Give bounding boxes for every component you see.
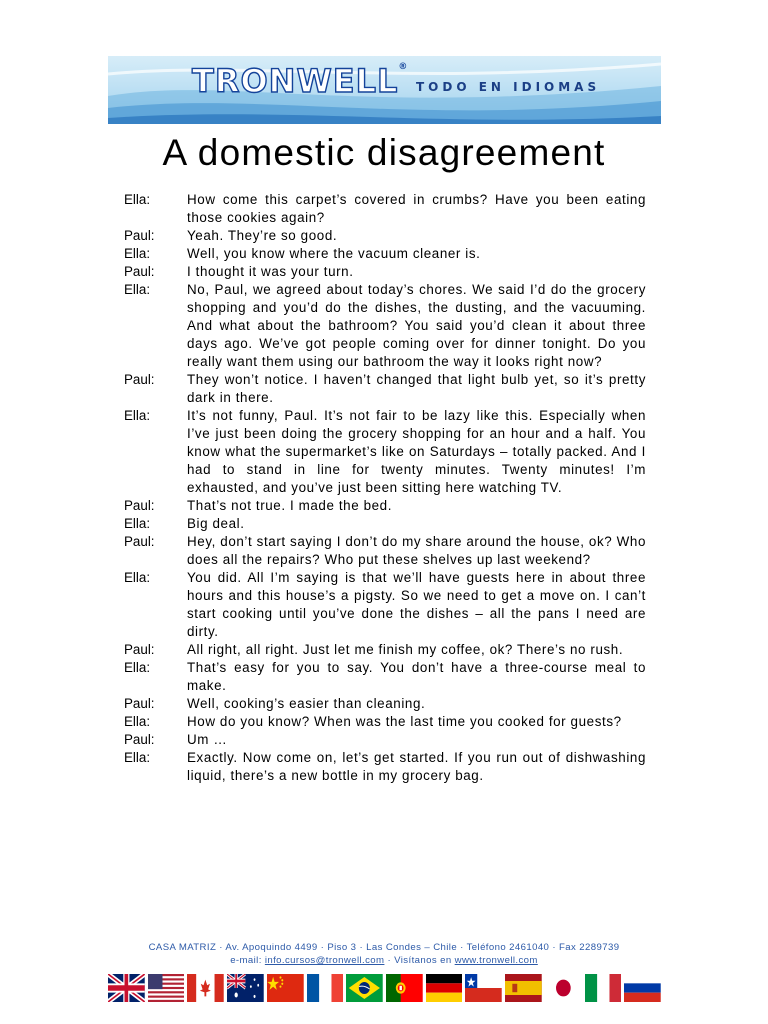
- flag-canada-icon: [187, 974, 224, 1002]
- speaker-label: Paul:: [124, 372, 155, 387]
- dialogue-line: [124, 371, 646, 407]
- speaker-label: Paul:: [124, 732, 155, 747]
- flag-brazil-icon: [346, 974, 383, 1002]
- speaker-label: Paul:: [124, 228, 155, 243]
- dialogue-line: [124, 281, 646, 371]
- flag-germany-icon: [426, 974, 463, 1002]
- dialogue-text: Well, cooking’s easier than cleaning.: [187, 696, 426, 711]
- speaker-label: Ella:: [124, 192, 151, 207]
- flag-italy-icon: [585, 974, 622, 1002]
- speaker-label: Ella:: [124, 408, 151, 423]
- dialogue-line: [124, 731, 646, 749]
- email-link[interactable]: info.cursos@tronwell.com: [264, 955, 385, 966]
- footer-address: CASA MATRIZ · Av. Apoquindo 4499 · Piso 3 · Las Condes – Chile · Teléfono 2461040 · Fax 2289739: [148, 942, 620, 953]
- dialogue-text: Um …: [187, 732, 228, 747]
- dialogue-text: That’s not true. I made the bed.: [187, 498, 393, 513]
- speaker-label: Paul:: [124, 264, 155, 279]
- dialogue-line: [124, 497, 646, 515]
- dialogue-text: They won’t notice. I haven’t changed that light bulb yet, so it’s pretty dark in there.: [187, 372, 646, 405]
- dialogue-text: It’s not funny, Paul. It’s not fair to be lazy like this. Especially when I’ve just been doing the grocery shopping for an hour and a half. You know what the supermarket’s like on Saturdays – totally packed. And I had to stand in line for twenty minutes. Twenty minutes! I’m exhausted, and you’ve just been sitting here watching TV.: [187, 408, 646, 495]
- dialogue-line: [124, 713, 646, 731]
- dialogue-text: No, Paul, we agreed about today’s chores. We said I’d do the grocery shopping and you’d do the dishes, the dusting, and the vacuuming. And what about the bathroom? You said you’d clean it about three days ago. We’ve got people coming over for dinner tonight. Do you really want them using our bathroom the way it looks right now?: [187, 282, 646, 369]
- flag-portugal-icon: [386, 974, 423, 1002]
- dialogue-text: Exactly. Now come on, let’s get started. If you run out of dishwashing liquid, there’s a new bottle in my grocery bag.: [187, 750, 646, 783]
- brand-tagline: TODO EN IDIOMAS: [416, 80, 601, 94]
- dialogue-line: [124, 263, 646, 281]
- footer-links: e-mail: info.cursos@tronwell.com · Visítanos en www.tronwell.com: [230, 955, 538, 966]
- header-banner: [108, 56, 661, 124]
- speaker-label: Paul:: [124, 534, 155, 549]
- dialogue-text: That’s easy for you to say. You don’t have a three-course meal to make.: [187, 660, 646, 693]
- dialogue-line: [124, 533, 646, 569]
- speaker-label: Paul:: [124, 696, 155, 711]
- footer-contact: [0, 941, 768, 967]
- speaker-label: Ella:: [124, 714, 151, 729]
- dialogue-text: All right, all right. Just let me finish my coffee, ok? There’s no rush.: [187, 642, 624, 657]
- flag-russia-icon: [624, 974, 661, 1002]
- dialogue-text: I thought it was your turn.: [187, 264, 354, 279]
- dialogue-text: How do you know? When was the last time you cooked for guests?: [187, 714, 622, 729]
- speaker-label: Ella:: [124, 660, 151, 675]
- speaker-label: Ella:: [124, 750, 151, 765]
- speaker-label: Paul:: [124, 642, 155, 657]
- speaker-label: Ella:: [124, 570, 151, 585]
- document-title: A domestic disagreement: [162, 132, 606, 173]
- dialogue-text: How come this carpet’s covered in crumbs? Have you been eating those cookies again?: [187, 192, 646, 225]
- dialogue-text: You did. All I’m saying is that we’ll have guests here in about three hours and this house’s a pigsty. So we need to get a move on. I can’t start cooking until you’ve done the dishes – all the pans I need are dirty.: [187, 570, 646, 639]
- flag-chile-icon: [465, 974, 502, 1002]
- dialogue-text: Well, you know where the vacuum cleaner is.: [187, 246, 481, 261]
- dialogue-line: [124, 407, 646, 497]
- dialogue-line: [124, 695, 646, 713]
- website-link[interactable]: www.tronwell.com: [454, 955, 538, 966]
- speaker-label: Ella:: [124, 282, 151, 297]
- flag-australia-icon: [227, 974, 264, 1002]
- flag-spain-icon: [505, 974, 542, 1002]
- dialogue-line: [124, 749, 646, 785]
- dialogue-line: [124, 515, 646, 533]
- flag-strip: [108, 974, 661, 1002]
- dialogue-line: [124, 659, 646, 695]
- dialogue-line: [124, 569, 646, 641]
- brand-logo: TRONWELL®: [192, 62, 409, 100]
- dialogue-list: [124, 191, 646, 785]
- flag-united-states-icon: [148, 974, 185, 1002]
- speaker-label: Paul:: [124, 498, 155, 513]
- flag-united-kingdom-icon: [108, 974, 145, 1002]
- dialogue-text: Yeah. They’re so good.: [187, 228, 338, 243]
- dialogue-line: [124, 245, 646, 263]
- dialogue-text: Hey, don’t start saying I don’t do my share around the house, ok? Who does all the repairs? Who put these shelves up last weekend?: [187, 534, 646, 567]
- flag-china-icon: [267, 974, 304, 1002]
- speaker-label: Ella:: [124, 246, 151, 261]
- dialogue-line: [124, 191, 646, 227]
- flag-japan-icon: [545, 974, 582, 1002]
- flag-france-icon: [307, 974, 344, 1002]
- dialogue-line: [124, 641, 646, 659]
- dialogue-text: Big deal.: [187, 516, 245, 531]
- speaker-label: Ella:: [124, 516, 151, 531]
- dialogue-line: [124, 227, 646, 245]
